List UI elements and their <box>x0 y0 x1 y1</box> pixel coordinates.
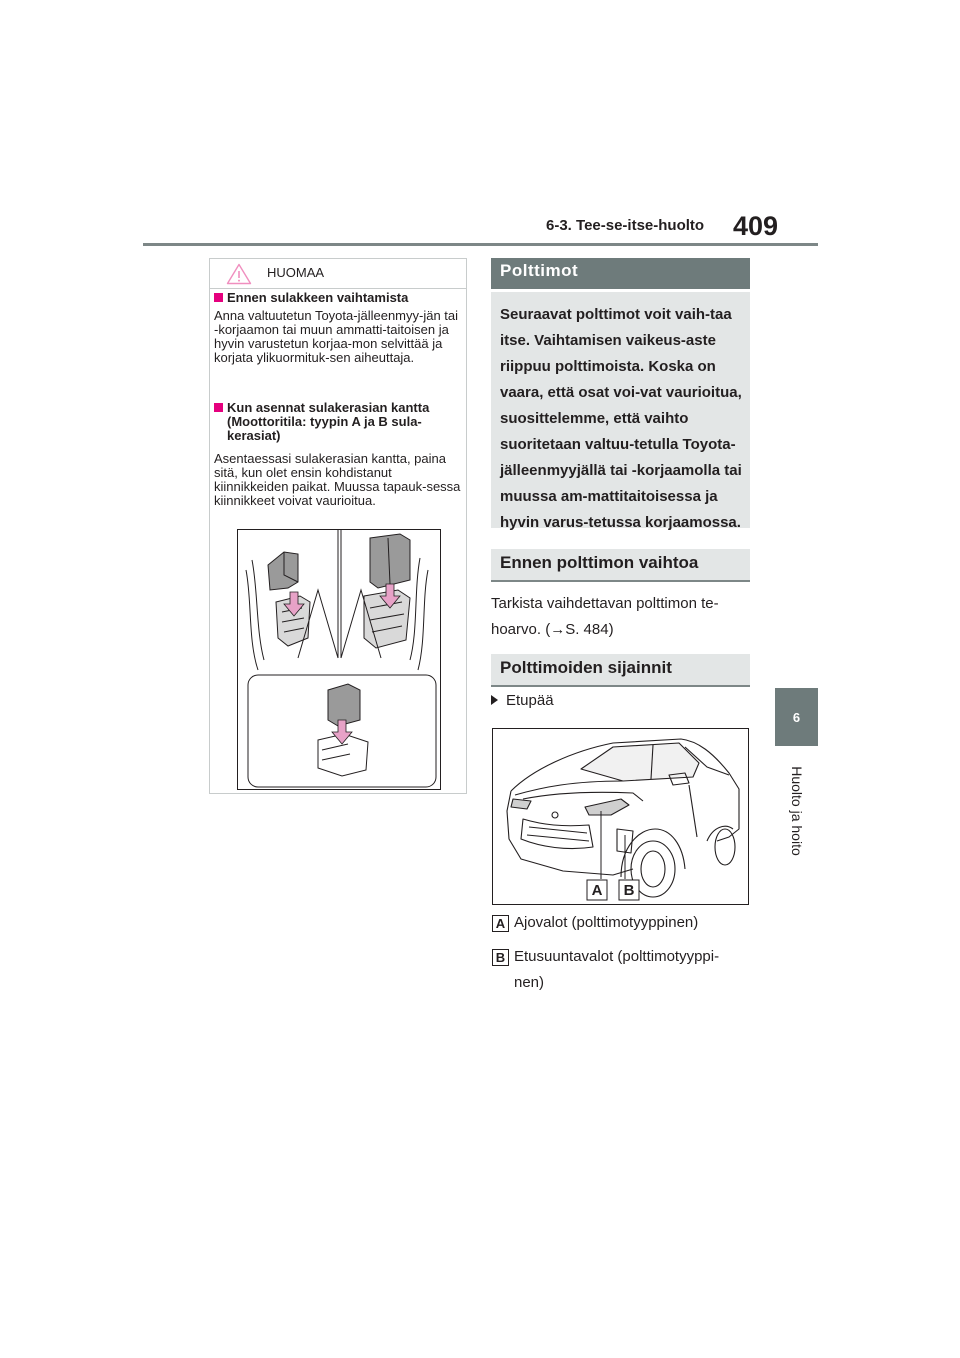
fuse-box-cover-illustration <box>237 529 441 790</box>
triangle-bullet-icon <box>491 695 498 705</box>
chapter-tab <box>775 688 818 746</box>
section-header: 6-3. Tee-se-itse-huolto <box>546 217 705 234</box>
caution-box <box>209 258 467 794</box>
page-reference-link[interactable]: S. 484) <box>565 621 614 638</box>
chapter-label-text: Huolto ja hoito <box>788 766 805 856</box>
fuse-box-drawing <box>238 530 440 789</box>
legend-text-a: Ajovalot (polttimotyyppinen) <box>514 914 699 931</box>
section-bar-polttimot <box>491 258 750 289</box>
caution-header <box>210 259 466 289</box>
legend-key-a: A <box>492 915 509 932</box>
front-label: Etupää <box>491 692 554 709</box>
svg-text:B: B <box>623 882 635 899</box>
section-title-ennen: Ennen polttimon vaihtoa <box>500 553 699 572</box>
car-front-illustration <box>492 728 749 905</box>
legend-text-b: Etusuuntavalot (polttimotyyppi- nen) <box>514 948 720 991</box>
pink-square-bullet-icon <box>214 293 223 302</box>
page-number: 409 <box>733 211 779 241</box>
arrow-right-icon: → <box>550 621 566 638</box>
car-drawing <box>493 729 748 904</box>
callout-b <box>619 880 639 900</box>
caution-title: HUOMAA <box>267 265 325 280</box>
header-rule <box>143 243 818 246</box>
section-title-sijainnit: Polttimoiden sijainnit <box>500 658 672 677</box>
caution-heading-2: Kun asennat sulakerasian kantta (Moottoritila: tyypin A ja B sula- kerasiat) <box>214 401 462 443</box>
section-title-polttimot: Polttimot <box>500 261 579 280</box>
intro-box <box>491 292 750 531</box>
caution-body-1: Anna valtuutetun Toyota-jälleenmyy-jän tai -korjaamon tai muun ammatti-taitoisen ja hyvin varustetun korjaa-mon selvittää ja korjata ylikuormituk-sen aiheuttaja. <box>214 308 459 365</box>
warning-triangle-icon <box>226 263 252 285</box>
caution-body-2: Asentaessasi sulakerasian kantta, paina sitä, kun olet ensin kohdistanut kiinnikkeiden paikat. Muussa tapauk-sessa kiinnikkeet voivat vaurioitua. <box>214 451 461 508</box>
section-bar-ennen <box>491 549 750 582</box>
svg-text:A: A <box>591 882 603 899</box>
chapter-number: 6 <box>792 709 801 725</box>
section-bar-sijainnit <box>491 654 750 687</box>
intro-text: Seuraavat polttimot voit vaih-taa itse. Vaihtamisen vaikeus-aste riippuu polttimoista. Koska on vaara, että osat voi-vat vaurioitua, suosittelemme, että vaihto suoritetaan valtuu-tetulla Toyota-jälleenmyyjällä tai -korjaamolla tai muussa am-mattitaitoisessa ja hyvin varus-tetussa korjaamossa. <box>500 306 742 531</box>
chapter-label <box>775 756 818 866</box>
caution-heading-1: Ennen sulakkeen vaihtamista <box>214 291 462 305</box>
callout-a <box>587 880 607 900</box>
pink-square-bullet-icon <box>214 403 223 412</box>
check-wattage-paragraph: Tarkista vaihdettavan polttimon te- hoarvo. (→S. 484) <box>491 595 719 638</box>
legend-key-b: B <box>492 949 509 966</box>
